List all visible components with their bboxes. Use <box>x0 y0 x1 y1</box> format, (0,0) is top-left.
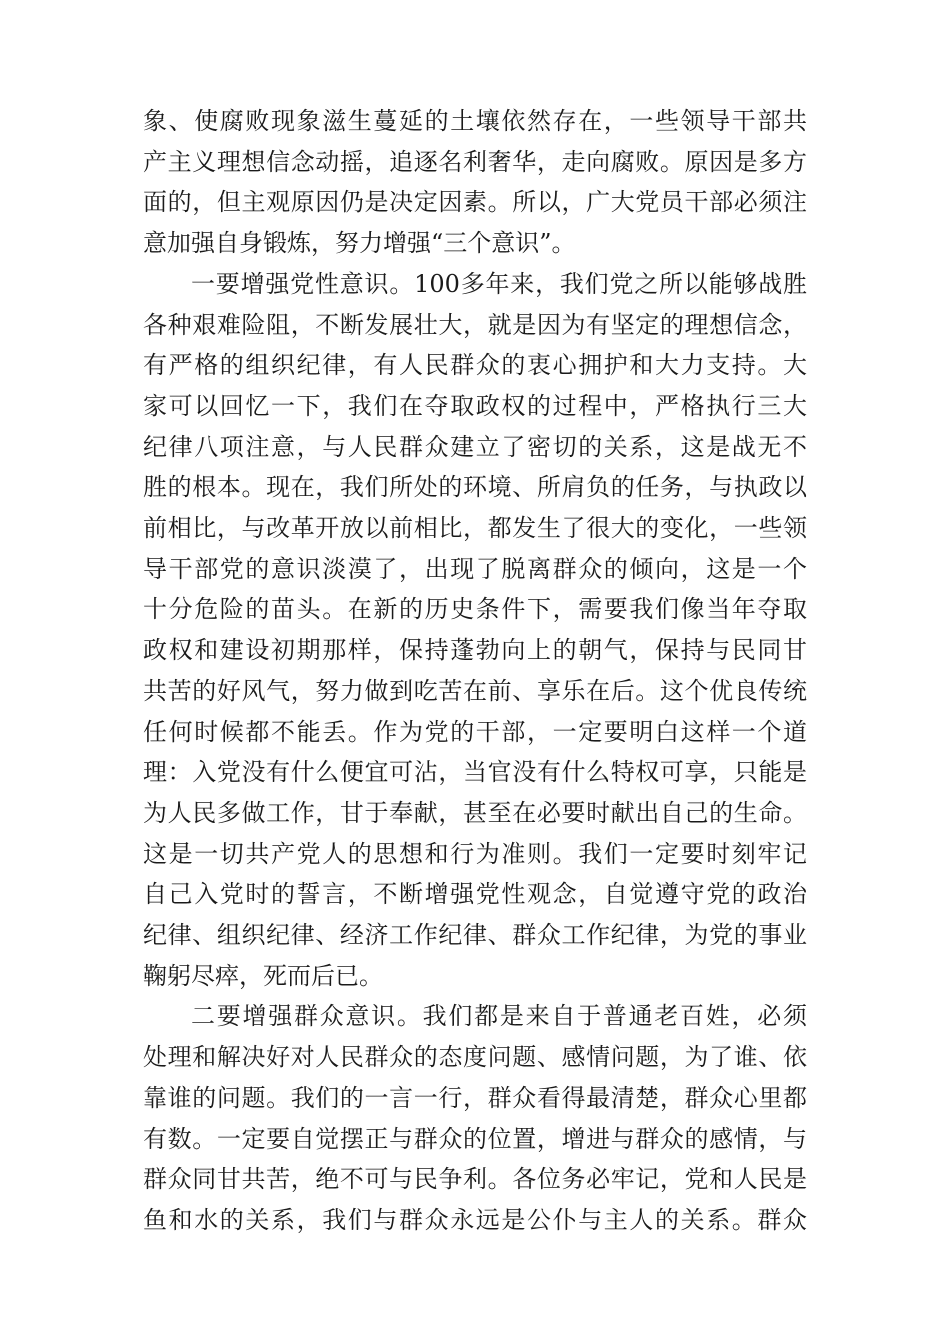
text-line: 象、使腐败现象滋生蔓延的土壤依然存在，一些领导干部共 <box>143 107 807 135</box>
text-line: 各种艰难险阻，不断发展壮大，就是因为有坚定的理想信念， <box>143 310 807 339</box>
text-line: 有严格的组织纪律，有人民群众的衷心拥护和大力支持。大 <box>143 351 807 380</box>
text-line: 二要增强群众意识。我们都是来自于普通老百姓，必须 <box>191 1002 807 1031</box>
text-line: 理：入党没有什么便宜可沾，当官没有什么特权可享，只能是 <box>143 758 807 787</box>
text-line: 任何时候都不能丢。作为党的干部，一定要明白这样一个道 <box>143 717 807 746</box>
text-line: 面的，但主观原因仍是决定因素。所以，广大党员干部必须注 <box>143 188 807 217</box>
text-line: 自己入党时的誓言，不断增强党性观念，自觉遵守党的政治 <box>143 880 807 909</box>
paragraph-2 <box>143 264 807 997</box>
text-line: 鱼和水的关系，我们与群众永远是公仆与主人的关系。群众 <box>143 1205 807 1234</box>
text-line: 意加强自身锻炼，努力增强“三个意识”。 <box>143 229 576 258</box>
text-line: 政权和建设初期那样，保持蓬勃向上的朝气，保持与民同甘 <box>143 636 807 665</box>
document-body <box>143 101 807 1241</box>
paragraph-3 <box>143 996 807 1240</box>
text-line: 处理和解决好对人民群众的态度问题、感情问题，为了谁、依 <box>143 1043 807 1072</box>
text-line: 导干部党的意识淡漠了，出现了脱离群众的倾向，这是一个 <box>143 554 807 583</box>
text-line: 这是一切共产党人的思想和行为准则。我们一定要时刻牢记 <box>143 839 807 868</box>
text-line: 胜的根本。现在，我们所处的环境、所肩负的任务，与执政以 <box>143 473 807 502</box>
text-line: 纪律八项注意，与人民群众建立了密切的关系，这是战无不 <box>143 432 807 461</box>
text-line: 鞠躬尽瘁，死而后已。 <box>143 961 383 990</box>
text-line: 产主义理想信念动摇，追逐名利奢华，走向腐败。原因是多方 <box>143 147 807 176</box>
text-line: 前相比，与改革开放以前相比，都发生了很大的变化，一些领 <box>143 514 807 543</box>
text-line: 共苦的好风气，努力做到吃苦在前、享乐在后。这个优良传统 <box>143 676 807 705</box>
text-line: 靠谁的问题。我们的一言一行，群众看得最清楚，群众心里都 <box>143 1083 807 1112</box>
text-line: 一要增强党性意识。100多年来，我们党之所以能够战胜 <box>191 269 807 298</box>
text-line: 家可以回忆一下，我们在夺取政权的过程中，严格执行三大 <box>143 391 807 420</box>
text-line: 十分危险的苗头。在新的历史条件下，需要我们像当年夺取 <box>143 595 807 624</box>
text-line: 有数。一定要自觉摆正与群众的位置，增进与群众的感情，与 <box>143 1124 807 1153</box>
text-line: 为人民多做工作，甘于奉献，甚至在必要时献出自己的生命。 <box>143 798 807 827</box>
paragraph-1 <box>143 101 807 264</box>
text-line: 群众同甘共苦，绝不可与民争利。各位务必牢记，党和人民是 <box>143 1165 807 1194</box>
text-line: 纪律、组织纪律、经济工作纪律、群众工作纪律，为党的事业 <box>143 921 807 950</box>
